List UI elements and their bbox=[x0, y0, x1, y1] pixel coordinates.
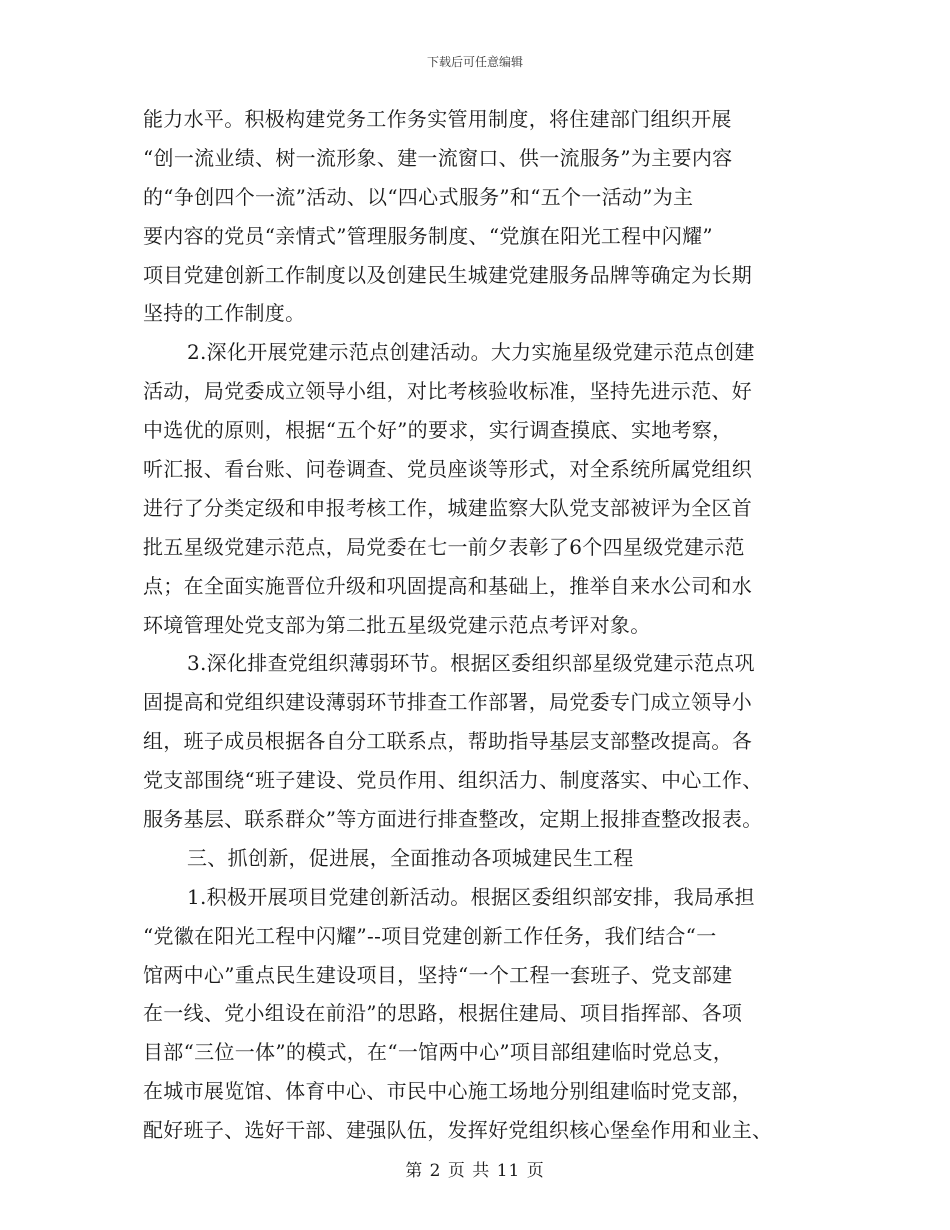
text-line: 目部“三位一体”的模式，在“一馆两中心”项目部组建临时党总支， bbox=[143, 1040, 734, 1065]
text-line: 固提高和党组织建设薄弱环节排查工作部署，局党委专门成立领导小 bbox=[143, 690, 752, 715]
page-header: 下载后可任意编辑 bbox=[426, 55, 523, 69]
text-line: 能力水平。积极构建党务工作务实管用制度，将住建部门组织开展 bbox=[143, 107, 732, 131]
text-line: 进行了分类定级和申报考核工作，城建监察大队党支部被评为全区首 bbox=[143, 495, 752, 520]
paragraph-start-line: 1.积极开展项目党建创新活动。根据区委组织部安排，我局承担 bbox=[187, 884, 755, 909]
text-line: 的“争创四个一流”活动、以“四心式服务”和“五个一活动”为主 bbox=[143, 184, 694, 209]
text-line: 批五星级党建示范点，局党委在七一前夕表彰了6个四星级党建示范 bbox=[143, 534, 745, 559]
paragraph-start-line: 2.深化开展党建示范点创建活动。大力实施星级党建示范点创建 bbox=[187, 340, 755, 365]
text-line: 听汇报、看台账、问卷调查、党员座谈等形式，对全系统所属党组织 bbox=[143, 457, 752, 482]
text-line: 在城市展览馆、体育中心、市民中心施工场地分别组建临时党支部， bbox=[143, 1079, 752, 1104]
text-line: 在一线、党小组设在前沿”的思路，根据住建局、项目指挥部、各项 bbox=[143, 1001, 743, 1026]
text-line: 项目党建创新工作制度以及创建民生城建党建服务品牌等确定为长期 bbox=[143, 262, 752, 287]
text-line: “党徽在阳光工程中闪耀”--项目党建创新工作任务，我们结合“一 bbox=[143, 923, 717, 948]
text-line: 活动，局党委成立领导小组，对比考核验收标准，坚持先进示范、好 bbox=[143, 379, 752, 404]
text-line: 服务基层、联系群众”等方面进行排查整改，定期上报排查整改报表。 bbox=[143, 807, 763, 832]
text-line: 环境管理处党支部为第二批五星级党建示范点考评对象。 bbox=[143, 612, 651, 637]
text-line: “创一流业绩、树一流形象、建一流窗口、供一流服务”为主要内容 bbox=[143, 145, 733, 170]
page-number: 第 2 页 共 11 页 bbox=[405, 1161, 545, 1181]
text-line: 配好班子、选好干部、建强队伍，发挥好党组织核心堡垒作用和业主、 bbox=[143, 1118, 773, 1143]
text-line: 党支部围绕“班子建设、党员作用、组织活力、制度落实、中心工作、 bbox=[143, 768, 763, 793]
section-heading: 三、抓创新，促进展，全面推动各项城建民生工程 bbox=[187, 845, 634, 870]
text-line: 点；在全面实施晋位升级和巩固提高和基础上，推举自来水公司和水 bbox=[143, 573, 752, 598]
text-line: 坚持的工作制度。 bbox=[143, 301, 306, 326]
text-line: 组，班子成员根据各自分工联系点，帮助指导基层支部整改提高。各 bbox=[143, 729, 752, 754]
document-body bbox=[143, 100, 823, 1150]
text-line: 要内容的党员“亲情式”管理服务制度、“党旗在阳光工程中闪耀” bbox=[143, 223, 713, 248]
text-line: 馆两中心”重点民生建设项目，坚持“一个工程一套班子、党支部建 bbox=[143, 962, 733, 987]
text-line: 中选优的原则，根据“五个好”的要求，实行调查摸底、实地考察， bbox=[143, 418, 733, 443]
paragraph-start-line: 3.深化排查党组织薄弱环节。根据区委组织部星级党建示范点巩 bbox=[187, 651, 755, 676]
